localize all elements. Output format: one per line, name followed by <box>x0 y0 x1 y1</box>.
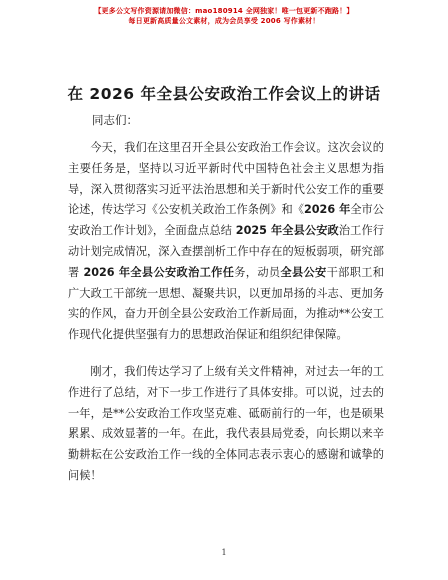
document-body <box>68 138 384 487</box>
p1-bold-1: 2026 年 <box>303 203 351 217</box>
p1-bold-2: 2025 年全县公安政 <box>235 224 339 238</box>
p1-bold-4: 全县公安 <box>280 265 327 279</box>
p1-bold-3: 2026 年全县公安政治工作任 <box>83 265 235 279</box>
page-number: 1 <box>221 548 227 557</box>
p1-text-1: 今天，我们在这里召开全县公安政治工作会议。这次会议的主要任务是，坚持以习近平新时代中国特色社会主义思想为指导，深入贯彻落实习近平法治思想和关于新时代公安工作的重要论述，传达学习《公安机关政治工作条例》和《 <box>68 141 384 217</box>
p1-text-4: 务，动员 <box>234 265 281 279</box>
p1-text-2: 全市公安政治工作计划》，全面盘点总结 <box>68 203 384 238</box>
promo-banner-line-2: 每日更新高质量公文素材，成为会员享受 2006 写作素材！ <box>128 17 320 25</box>
promo-banner <box>0 6 448 26</box>
promo-banner-line-1: 【更多公文写作资源请加微信：mao180914 全网独家！唯一包更新不跑路！】 <box>94 7 354 15</box>
p1-text-5: 干部职工和广大政工干部统一思想、凝聚共识，以更加昂扬的斗志、更加务实的作风，奋力开创全县公安政治工作新局面，为推动**公安工作现代化提供坚强有力的思想政治保证和组织纪律保障。 <box>68 265 384 342</box>
document-title: 在 2026 年全县公安政治工作会议上的讲话 <box>67 85 381 103</box>
paragraph-1 <box>68 138 384 346</box>
paragraph-2: 刚才，我们传达学习了上级有关文件精神，对过去一年的工作进行了总结，对下一步工作进行了具体安排。可以说，过去的一年，是**公安政治工作攻坚克难、砥砺前行的一年，也是硕果累累、成效显著的一年。在此，我代表县局党委，向长期以来辛勤耕耘在公安政治工作一线的全体同志表示衷心的感谢和诚挚的问候！ <box>68 364 384 482</box>
p1-text-3: 治工作行动计划完成情况，深入查摆剖析工作中存在的短板弱项，研究部署 <box>68 224 384 279</box>
salutation: 同志们： <box>92 113 138 127</box>
